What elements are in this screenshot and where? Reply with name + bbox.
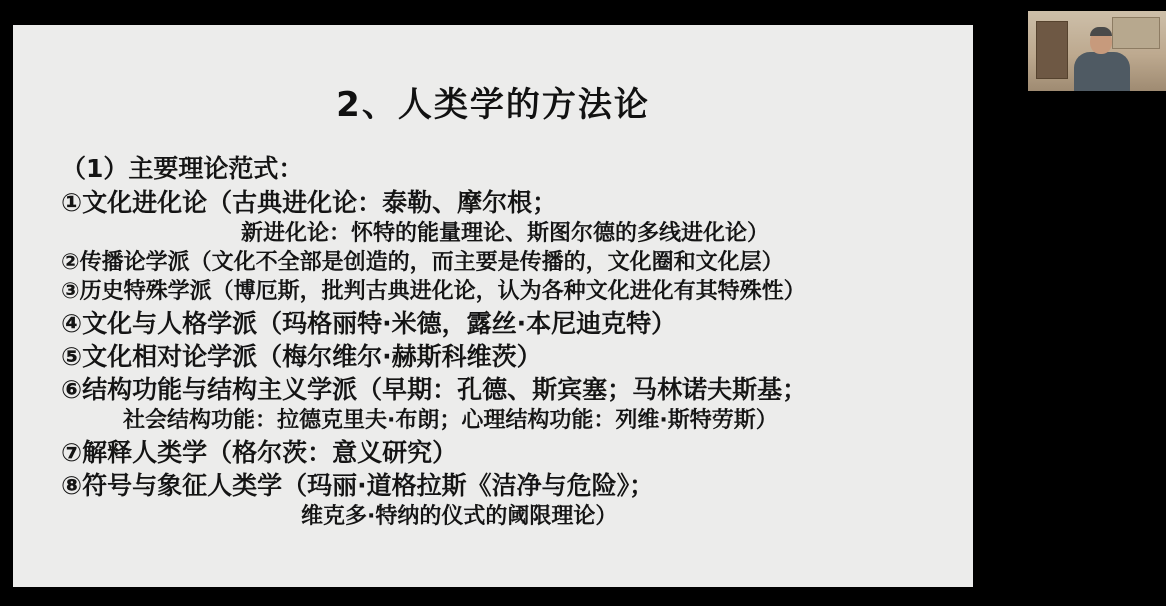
slide-title: 2、人类学的方法论 [336, 85, 650, 125]
video-background-panel [1112, 17, 1160, 49]
slide-line: ④文化与人格学派（玛格丽特·米德，露丝·本尼迪克特） [61, 308, 677, 338]
slide-line: 维克多·特纳的仪式的阈限理论） [301, 504, 618, 530]
slide-line: ⑧符号与象征人类学（玛丽·道格拉斯《洁净与危险》； [61, 470, 655, 500]
slide-line: （1）主要理论范式： [61, 154, 304, 184]
slide-line: 社会结构功能：拉德克里夫·布朗；心理结构功能：列维·斯特劳斯） [123, 408, 778, 434]
presenter-video-thumbnail[interactable] [1028, 11, 1166, 91]
slide-line: ③历史特殊学派（博厄斯，批判古典进化论，认为各种文化进化有其特殊性） [61, 279, 806, 305]
slide-line: ⑤文化相对论学派（梅尔维尔·赫斯科维茨） [61, 341, 542, 371]
slide-line: ⑦解释人类学（格尔茨：意义研究） [61, 437, 458, 467]
video-background-door [1036, 21, 1068, 79]
slide-line: ⑥结构功能与结构主义学派（早期：孔德、斯宾塞；马林诺夫斯基； [61, 375, 808, 405]
presentation-slide [13, 25, 973, 587]
slide-line: ②传播论学派（文化不全部是创造的，而主要是传播的，文化圈和文化层） [61, 250, 784, 276]
presenter-hair [1090, 27, 1112, 36]
slide-line: 新进化论：怀特的能量理论、斯图尔德的多线进化论） [241, 220, 770, 246]
presenter-torso [1074, 52, 1130, 91]
slide-line: ①文化进化论（古典进化论：泰勒、摩尔根； [61, 187, 558, 217]
slide-body [13, 152, 973, 531]
